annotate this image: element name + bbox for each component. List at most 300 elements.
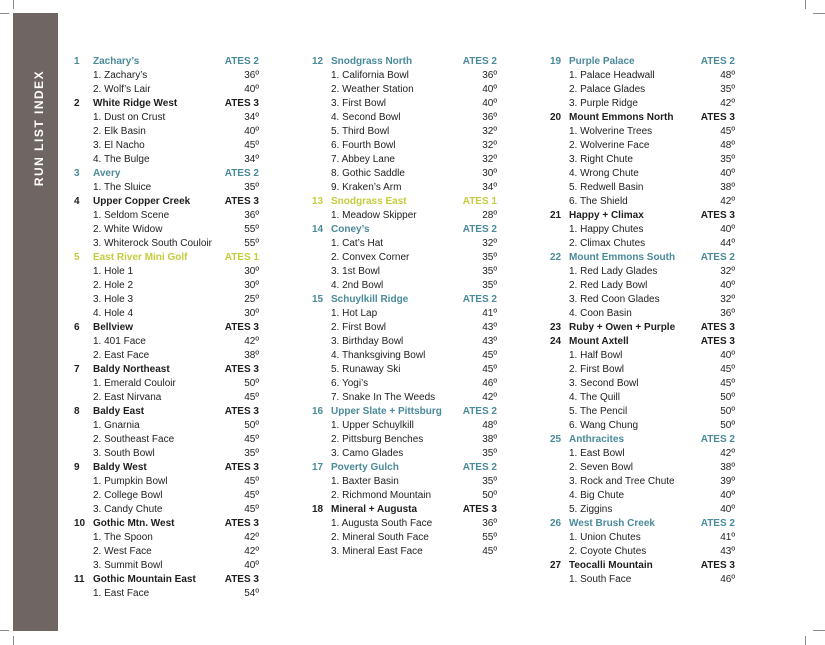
area-name: Upper Slate + Pittsburg bbox=[331, 406, 442, 417]
area-number: 8 bbox=[74, 406, 80, 417]
run-row bbox=[74, 349, 259, 363]
run-name: 3. 1st Bowl bbox=[331, 266, 380, 277]
slope-angle: 39º bbox=[720, 476, 735, 487]
slope-angle: 38º bbox=[244, 350, 259, 361]
run-name: 4. Second Bowl bbox=[331, 112, 401, 123]
slope-angle: 36º bbox=[720, 308, 735, 319]
run-row bbox=[312, 419, 497, 433]
run-row bbox=[550, 489, 735, 503]
run-row bbox=[74, 545, 259, 559]
crop-mark bbox=[805, 636, 806, 645]
ates-rating: ATES 2 bbox=[700, 252, 735, 263]
slope-angle: 35º bbox=[244, 448, 259, 459]
slope-angle: 35º bbox=[482, 280, 497, 291]
slope-angle: 42º bbox=[720, 98, 735, 109]
run-row bbox=[550, 447, 735, 461]
run-name: 1. Meadow Skipper bbox=[331, 210, 417, 221]
run-name: 2. Pittsburg Benches bbox=[331, 434, 424, 445]
run-row bbox=[550, 419, 735, 433]
run-name: 5. Redwell Basin bbox=[569, 182, 644, 193]
run-row bbox=[74, 181, 259, 195]
area-number: 18 bbox=[312, 504, 324, 515]
area-number: 15 bbox=[312, 294, 324, 305]
area-name: East River Mini Golf bbox=[93, 252, 188, 263]
slope-angle: 42º bbox=[244, 532, 259, 543]
slope-angle: 35º bbox=[244, 182, 259, 193]
run-name: 6. Fourth Bowl bbox=[331, 140, 396, 151]
run-row bbox=[312, 83, 497, 97]
run-row bbox=[74, 503, 259, 517]
ates-rating: ATES 2 bbox=[462, 462, 497, 473]
slope-angle: 30º bbox=[482, 168, 497, 179]
area-number: 7 bbox=[74, 364, 80, 375]
run-row bbox=[312, 237, 497, 251]
run-row bbox=[550, 265, 735, 279]
run-row bbox=[312, 335, 497, 349]
ates-rating: ATES 3 bbox=[224, 322, 259, 333]
run-row bbox=[550, 573, 735, 587]
run-name: 2. Hole 2 bbox=[93, 280, 134, 291]
run-row bbox=[312, 265, 497, 279]
run-name: 2. Coyote Chutes bbox=[569, 546, 647, 557]
run-row bbox=[312, 349, 497, 363]
slope-angle: 43º bbox=[482, 336, 497, 347]
slope-angle: 35º bbox=[482, 476, 497, 487]
area-heading bbox=[550, 55, 735, 69]
sidebar bbox=[13, 13, 58, 631]
slope-angle: 50º bbox=[244, 420, 259, 431]
area-heading bbox=[550, 559, 735, 573]
area-number: 10 bbox=[74, 518, 86, 529]
run-row bbox=[74, 293, 259, 307]
run-row bbox=[312, 447, 497, 461]
run-row bbox=[74, 559, 259, 573]
run-name: 2. East Nirvana bbox=[93, 392, 162, 403]
run-name: 6. The Shield bbox=[569, 196, 628, 207]
ates-rating: ATES 1 bbox=[224, 252, 259, 263]
run-name: 4. Big Chute bbox=[569, 490, 625, 501]
run-row bbox=[312, 167, 497, 181]
run-name: 3. El Nacho bbox=[93, 140, 145, 151]
run-row bbox=[550, 97, 735, 111]
area-number: 9 bbox=[74, 462, 80, 473]
run-row bbox=[550, 377, 735, 391]
slope-angle: 35º bbox=[482, 266, 497, 277]
run-name: 3. Purple Ridge bbox=[569, 98, 638, 109]
run-name: 4. Thanksgiving Bowl bbox=[331, 350, 426, 361]
slope-angle: 25º bbox=[244, 294, 259, 305]
area-name: Baldy East bbox=[93, 406, 145, 417]
slope-angle: 41º bbox=[482, 308, 497, 319]
slope-angle: 40º bbox=[244, 84, 259, 95]
run-row bbox=[74, 223, 259, 237]
slope-angle: 42º bbox=[482, 392, 497, 403]
run-row bbox=[550, 181, 735, 195]
ates-rating: ATES 3 bbox=[462, 504, 497, 515]
area-heading bbox=[74, 461, 259, 475]
run-name: 1. Wolverine Trees bbox=[569, 126, 653, 137]
area-heading bbox=[550, 433, 735, 447]
area-number: 26 bbox=[550, 518, 562, 529]
slope-angle: 40º bbox=[720, 504, 735, 515]
crop-mark bbox=[813, 630, 825, 631]
slope-angle: 35º bbox=[720, 84, 735, 95]
area-number: 14 bbox=[312, 224, 324, 235]
slope-angle: 55º bbox=[244, 224, 259, 235]
crop-mark bbox=[13, 0, 14, 9]
area-number: 13 bbox=[312, 196, 324, 207]
slope-angle: 41º bbox=[720, 532, 735, 543]
run-name: 5. The Pencil bbox=[569, 406, 628, 417]
area-heading bbox=[312, 293, 497, 307]
area-heading bbox=[74, 97, 259, 111]
run-row bbox=[74, 279, 259, 293]
area-name: Bellview bbox=[93, 322, 134, 333]
area-heading bbox=[312, 195, 497, 209]
run-row bbox=[74, 111, 259, 125]
slope-angle: 42º bbox=[244, 336, 259, 347]
area-number: 21 bbox=[550, 210, 562, 221]
ates-rating: ATES 3 bbox=[224, 574, 259, 585]
area-name: Gothic Mtn. West bbox=[93, 518, 175, 529]
area-number: 11 bbox=[74, 574, 85, 585]
slope-angle: 28º bbox=[482, 210, 497, 221]
slope-angle: 45º bbox=[244, 476, 259, 487]
slope-angle: 32º bbox=[482, 140, 497, 151]
run-name: 2. Southeast Face bbox=[93, 434, 175, 445]
run-name: 1. California Bowl bbox=[331, 70, 409, 81]
area-name: Snodgrass East bbox=[331, 196, 407, 207]
area-heading bbox=[312, 461, 497, 475]
slope-angle: 42º bbox=[720, 196, 735, 207]
run-row bbox=[312, 153, 497, 167]
slope-angle: 32º bbox=[720, 294, 735, 305]
run-name: 2. Mineral South Face bbox=[331, 532, 429, 543]
run-name: 9. Kraken’s Arm bbox=[331, 182, 402, 193]
run-row bbox=[312, 531, 497, 545]
run-row bbox=[74, 125, 259, 139]
slope-angle: 45º bbox=[482, 350, 497, 361]
slope-angle: 40º bbox=[720, 224, 735, 235]
area-number: 3 bbox=[74, 168, 80, 179]
area-number: 23 bbox=[550, 322, 562, 333]
slope-angle: 40º bbox=[720, 168, 735, 179]
run-row bbox=[312, 97, 497, 111]
area-heading bbox=[550, 209, 735, 223]
slope-angle: 46º bbox=[720, 574, 735, 585]
area-name: Purple Palace bbox=[569, 56, 635, 67]
slope-angle: 45º bbox=[244, 434, 259, 445]
run-name: 2. Richmond Mountain bbox=[331, 490, 432, 501]
slope-angle: 40º bbox=[482, 84, 497, 95]
run-row bbox=[74, 335, 259, 349]
ates-rating: ATES 3 bbox=[224, 462, 259, 473]
run-row bbox=[312, 279, 497, 293]
slope-angle: 45º bbox=[482, 364, 497, 375]
run-row bbox=[550, 475, 735, 489]
slope-angle: 50º bbox=[720, 406, 735, 417]
run-name: 1. Pumpkin Bowl bbox=[93, 476, 168, 487]
run-row bbox=[312, 377, 497, 391]
slope-angle: 48º bbox=[482, 420, 497, 431]
run-row bbox=[74, 209, 259, 223]
slope-angle: 45º bbox=[720, 364, 735, 375]
slope-angle: 45º bbox=[244, 490, 259, 501]
area-number: 24 bbox=[550, 336, 562, 347]
run-row bbox=[74, 265, 259, 279]
slope-angle: 34º bbox=[244, 112, 259, 123]
run-row bbox=[74, 237, 259, 251]
index-column-2 bbox=[312, 55, 497, 559]
run-name: 1. The Spoon bbox=[93, 532, 153, 543]
ates-rating: ATES 2 bbox=[700, 56, 735, 67]
run-name: 8. Gothic Saddle bbox=[331, 168, 405, 179]
slope-angle: 50º bbox=[720, 420, 735, 431]
run-row bbox=[550, 391, 735, 405]
area-heading bbox=[74, 517, 259, 531]
run-row bbox=[550, 195, 735, 209]
slope-angle: 40º bbox=[720, 350, 735, 361]
area-heading bbox=[74, 195, 259, 209]
area-heading bbox=[550, 251, 735, 265]
area-name: Zachary’s bbox=[93, 56, 140, 67]
run-name: 4. 2nd Bowl bbox=[331, 280, 384, 291]
ates-rating: ATES 3 bbox=[700, 210, 735, 221]
slope-angle: 36º bbox=[482, 112, 497, 123]
run-row bbox=[74, 69, 259, 83]
run-name: 6. Wang Chung bbox=[569, 420, 639, 431]
run-row bbox=[550, 223, 735, 237]
slope-angle: 40º bbox=[482, 98, 497, 109]
slope-angle: 45º bbox=[244, 140, 259, 151]
area-heading bbox=[550, 335, 735, 349]
area-name: Avery bbox=[93, 168, 121, 179]
run-row bbox=[312, 111, 497, 125]
run-row bbox=[312, 251, 497, 265]
slope-angle: 36º bbox=[482, 518, 497, 529]
ates-rating: ATES 2 bbox=[462, 406, 497, 417]
area-number: 12 bbox=[312, 56, 324, 67]
run-name: 2. White Widow bbox=[93, 224, 163, 235]
run-name: 1. Happy Chutes bbox=[569, 224, 644, 235]
slope-angle: 40º bbox=[720, 280, 735, 291]
slope-angle: 35º bbox=[720, 154, 735, 165]
ates-rating: ATES 2 bbox=[700, 518, 735, 529]
slope-angle: 34º bbox=[482, 182, 497, 193]
run-row bbox=[74, 391, 259, 405]
run-name: 1. Half Bowl bbox=[569, 350, 623, 361]
slope-angle: 32º bbox=[482, 238, 497, 249]
run-row bbox=[312, 69, 497, 83]
slope-angle: 44º bbox=[720, 238, 735, 249]
run-name: 3. Rock and Tree Chute bbox=[569, 476, 675, 487]
area-name: West Brush Creek bbox=[569, 518, 655, 529]
area-heading bbox=[74, 167, 259, 181]
area-number: 16 bbox=[312, 406, 324, 417]
slope-angle: 35º bbox=[482, 448, 497, 459]
area-number: 25 bbox=[550, 434, 562, 445]
run-name: 2. East Face bbox=[93, 350, 150, 361]
slope-angle: 40º bbox=[244, 126, 259, 137]
area-name: Mount Emmons South bbox=[569, 252, 676, 263]
area-name: Anthracites bbox=[569, 434, 625, 445]
run-row bbox=[74, 83, 259, 97]
run-name: 3. Red Coon Glades bbox=[569, 294, 660, 305]
area-heading bbox=[74, 55, 259, 69]
run-name: 2. Seven Bowl bbox=[569, 462, 633, 473]
slope-angle: 40º bbox=[720, 490, 735, 501]
area-name: Baldy West bbox=[93, 462, 147, 473]
area-number: 5 bbox=[74, 252, 80, 263]
run-name: 1. Gnarnia bbox=[93, 420, 140, 431]
run-name: 2. Elk Basin bbox=[93, 126, 146, 137]
run-row bbox=[74, 447, 259, 461]
ates-rating: ATES 3 bbox=[224, 406, 259, 417]
slope-angle: 32º bbox=[720, 266, 735, 277]
area-name: Mineral + Augusta bbox=[331, 504, 418, 515]
slope-angle: 35º bbox=[482, 252, 497, 263]
slope-angle: 45º bbox=[720, 378, 735, 389]
area-name: Teocalli Mountain bbox=[569, 560, 653, 571]
run-row bbox=[74, 489, 259, 503]
slope-angle: 32º bbox=[482, 126, 497, 137]
area-heading bbox=[74, 363, 259, 377]
run-name: 1. Palace Headwall bbox=[569, 70, 655, 81]
run-row bbox=[550, 405, 735, 419]
run-name: 2. West Face bbox=[93, 546, 152, 557]
run-name: 2. College Bowl bbox=[93, 490, 163, 501]
ates-rating: ATES 3 bbox=[224, 98, 259, 109]
area-name: Ruby + Owen + Purple bbox=[569, 322, 676, 333]
run-name: 4. Coon Basin bbox=[569, 308, 632, 319]
run-row bbox=[74, 587, 259, 601]
run-row bbox=[312, 489, 497, 503]
run-name: 1. Upper Schuylkill bbox=[331, 420, 414, 431]
run-row bbox=[312, 363, 497, 377]
slope-angle: 55º bbox=[482, 532, 497, 543]
run-row bbox=[550, 139, 735, 153]
run-name: 2. First Bowl bbox=[331, 322, 387, 333]
ates-rating: ATES 3 bbox=[700, 336, 735, 347]
run-name: 1. Hole 1 bbox=[93, 266, 134, 277]
run-row bbox=[550, 545, 735, 559]
run-row bbox=[74, 377, 259, 391]
run-name: 2. Red Lady Bowl bbox=[569, 280, 648, 291]
ates-rating: ATES 2 bbox=[224, 56, 259, 67]
run-row bbox=[312, 125, 497, 139]
run-name: 4. Hole 4 bbox=[93, 308, 134, 319]
ates-rating: ATES 1 bbox=[462, 196, 497, 207]
run-name: 1. Baxter Basin bbox=[331, 476, 399, 487]
slope-angle: 36º bbox=[244, 210, 259, 221]
run-row bbox=[312, 181, 497, 195]
run-row bbox=[550, 279, 735, 293]
area-name: Coney’s bbox=[331, 224, 370, 235]
run-row bbox=[312, 321, 497, 335]
index-column-1 bbox=[74, 55, 259, 601]
area-heading bbox=[312, 223, 497, 237]
run-name: 1. Red Lady Glades bbox=[569, 266, 658, 277]
run-name: 2. Wolf’s Lair bbox=[93, 84, 151, 95]
run-name: 1. East Face bbox=[93, 588, 150, 599]
slope-angle: 32º bbox=[482, 154, 497, 165]
slope-angle: 45º bbox=[244, 504, 259, 515]
slope-angle: 43º bbox=[720, 546, 735, 557]
area-heading bbox=[312, 405, 497, 419]
crop-mark bbox=[813, 13, 825, 14]
run-name: 3. Second Bowl bbox=[569, 378, 639, 389]
index-column-3 bbox=[550, 55, 735, 587]
run-row bbox=[312, 307, 497, 321]
area-heading bbox=[74, 573, 259, 587]
run-row bbox=[312, 139, 497, 153]
run-name: 2. Weather Station bbox=[331, 84, 414, 95]
area-name: Poverty Gulch bbox=[331, 462, 399, 473]
slope-angle: 45º bbox=[482, 546, 497, 557]
run-name: 1. Emerald Couloir bbox=[93, 378, 176, 389]
run-name: 2. First Bowl bbox=[569, 364, 625, 375]
run-name: 5. Ziggins bbox=[569, 504, 613, 515]
area-number: 1 bbox=[74, 56, 80, 67]
ates-rating: ATES 3 bbox=[224, 196, 259, 207]
run-name: 3. First Bowl bbox=[331, 98, 387, 109]
run-row bbox=[74, 433, 259, 447]
area-number: 2 bbox=[74, 98, 80, 109]
run-row bbox=[550, 125, 735, 139]
ates-rating: ATES 2 bbox=[462, 294, 497, 305]
run-name: 1. Seldom Scene bbox=[93, 210, 170, 221]
run-name: 2. Palace Glades bbox=[569, 84, 646, 95]
run-name: 4. Wrong Chute bbox=[569, 168, 639, 179]
sidebar-title: RUN LIST INDEX bbox=[32, 69, 46, 187]
run-row bbox=[550, 531, 735, 545]
run-name: 4. The Bulge bbox=[93, 154, 150, 165]
slope-angle: 46º bbox=[482, 378, 497, 389]
run-row bbox=[550, 69, 735, 83]
run-name: 3. Whiterock South Couloir bbox=[93, 238, 212, 249]
run-row bbox=[550, 167, 735, 181]
slope-angle: 42º bbox=[244, 546, 259, 557]
run-row bbox=[74, 139, 259, 153]
ates-rating: ATES 2 bbox=[462, 224, 497, 235]
run-name: 2. Convex Corner bbox=[331, 252, 410, 263]
area-number: 4 bbox=[74, 196, 80, 207]
run-row bbox=[550, 153, 735, 167]
run-row bbox=[74, 475, 259, 489]
area-name: Happy + Climax bbox=[569, 210, 644, 221]
run-name: 2. Wolverine Face bbox=[569, 140, 650, 151]
run-row bbox=[312, 433, 497, 447]
crop-mark bbox=[0, 630, 9, 631]
run-name: 1. 401 Face bbox=[93, 336, 146, 347]
area-name: Mount Emmons North bbox=[569, 112, 674, 123]
slope-angle: 48º bbox=[720, 70, 735, 81]
slope-angle: 40º bbox=[244, 560, 259, 571]
run-row bbox=[550, 503, 735, 517]
run-name: 1. Augusta South Face bbox=[331, 518, 433, 529]
run-name: 1. Hot Lap bbox=[331, 308, 378, 319]
slope-angle: 45º bbox=[244, 392, 259, 403]
run-name: 3. Hole 3 bbox=[93, 294, 134, 305]
run-name: 1. The Sluice bbox=[93, 182, 152, 193]
slope-angle: 30º bbox=[244, 308, 259, 319]
run-name: 1. Dust on Crust bbox=[93, 112, 166, 123]
area-name: White Ridge West bbox=[93, 98, 178, 109]
run-row bbox=[312, 475, 497, 489]
run-row bbox=[74, 531, 259, 545]
ates-rating: ATES 2 bbox=[700, 434, 735, 445]
run-row bbox=[550, 363, 735, 377]
